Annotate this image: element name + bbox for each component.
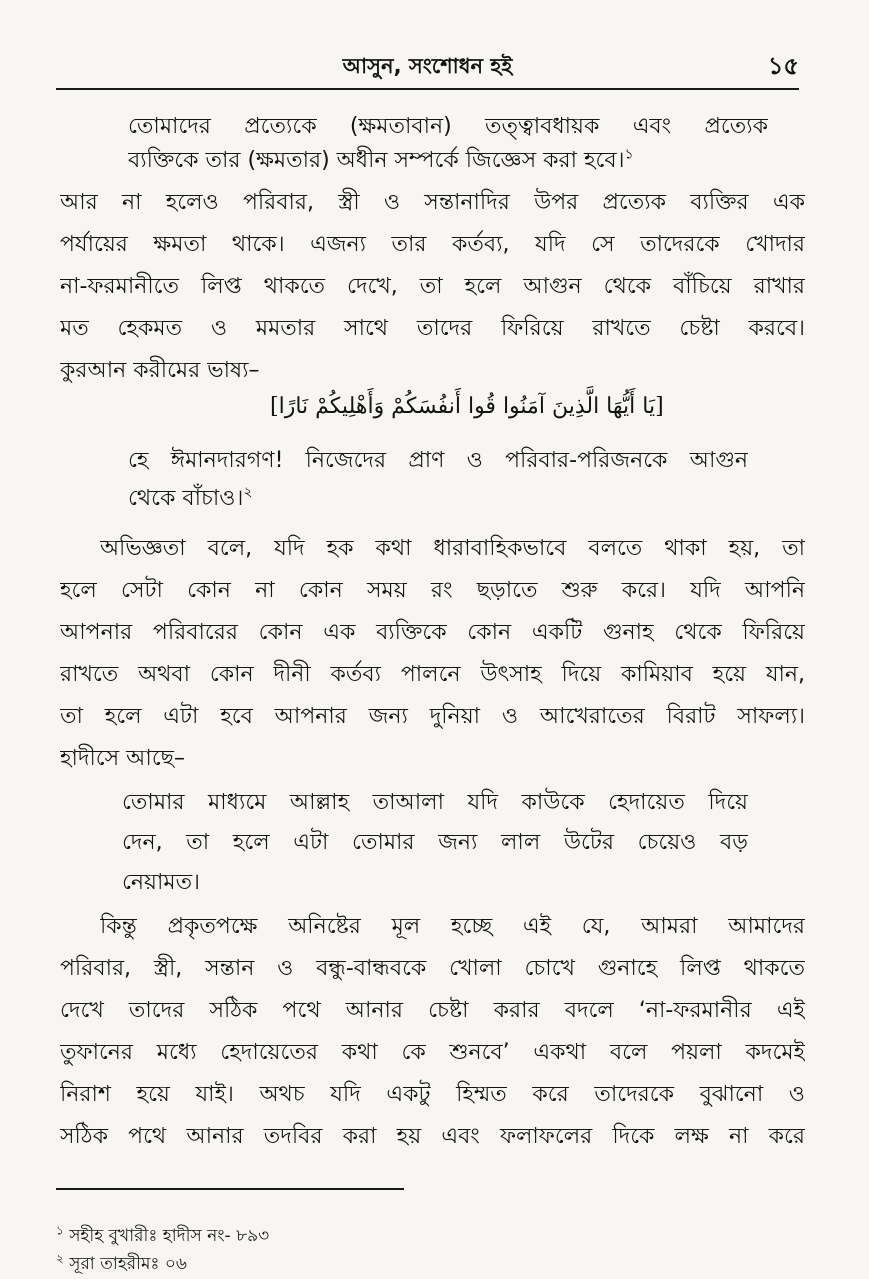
paragraph-line: সঠিক পথে আনার তদবির করা হয় এবং ফলাফলের দিকে লক্ষ না করে [60,1124,805,1149]
page-header [56,44,799,90]
paragraph-line: হলে সেটা কোন না কোন সময় রং ছড়াতে শুরু করে। যদি আপনি [60,578,805,603]
quote-line: হে ঈমানদারগণ! নিজেদের প্রাণ ও পরিবার-পরিজনকে আগুন [128,448,748,473]
footnote-divider [56,1188,404,1190]
paragraph-line: তুফানের মধ্যে হেদায়েতের কথা কে শুনবে’ একথা বলে পয়লা কদমেই [60,1040,805,1065]
paragraph-line: পর্যায়ের ক্ষমতা থাকে। এজন্য তার কর্তব্য, যদি সে তাদেরকে খোদার [60,232,805,257]
quote-line: তোমার মাধ্যমে আল্লাহ তাআলা যদি কাউকে হেদায়েত দিয়ে [122,790,748,815]
paragraph-line: নিরাশ হয়ে যাই। অথচ যদি একটু হিম্মত করে তাদেরকে বুঝানো ও [60,1082,805,1107]
paragraph-line: না-ফরমানীতে লিপ্ত থাকতে দেখে, তা হলে আগুন থেকে বাঁচিয়ে রাখার [60,274,805,299]
running-title: আসুন, সংশোধন হই [342,54,513,78]
footnote: $^২$ সূরা তাহরীমঃ ০৬ [56,1251,187,1274]
paragraph-line: তা হলে এটা হবে আপনার জন্য দুনিয়া ও আখেরাতের বিরাট সাফল্য। [60,704,805,729]
quote-line: তোমাদের প্রত্যেকে (ক্ষমতাবান) তত্ত্বাবধায়ক এবং প্রত্যেক [128,114,768,139]
paragraph-line: আর না হলেও পরিবার, স্ত্রী ও সন্তানাদির উপর প্রত্যেক ব্যক্তির এক [60,190,805,215]
quote-line: নেয়ামত। [122,870,200,895]
paragraph-line: পরিবার, স্ত্রী, সন্তান ও বন্ধু-বান্ধবকে খোলা চোখে গুনাহে লিপ্ত থাকতে [60,956,805,981]
paragraph-line: আপনার পরিবারের কোন এক ব্যক্তিকে কোন একটি গুনাহ থেকে ফিরিয়ে [60,620,805,645]
quote-line: দেন, তা হলে এটা তোমার জন্য লাল উটের চেয়েও বড় [122,830,748,855]
footnote-ref: ২ [243,484,253,501]
arabic-verse: [يَا أَيُّهَا الَّذِينَ آمَنُوا قُوا أَنفُسَكُمْ وَأَهْلِيكُمْ نَارًا] [270,394,664,419]
paragraph-line: রাখতে অথবা কোন দীনী কর্তব্য পালনে উৎসাহ দিয়ে কামিয়াব হয়ে যান, [60,662,805,687]
paragraph-line: কিন্তু প্রকৃতপক্ষে অনিষ্টের মূল হচ্ছে এই যে, আমরা আমাদের [100,914,805,939]
quote-line: ব্যক্তিকে তার (ক্ষমতার) অধীন সম্পর্কে জিজ্ঞেস করা হবে।$^১$ [128,146,634,173]
paragraph-line: কুরআন করীমের ভাষ্য– [60,358,260,383]
paragraph-line: হাদীসে আছে– [60,746,185,771]
paragraph-line: মত হেকমত ও মমতার সাথে তাদের ফিরিয়ে রাখতে চেষ্টা করবে। [60,316,805,341]
paragraph-line: দেখে তাদের সঠিক পথে আনার চেষ্টা করার বদলে ‘না-ফরমানীর এই [60,998,805,1023]
footnote-ref: ১ [624,146,634,163]
quote-line: থেকে বাঁচাও।$^২$ [128,484,253,511]
paragraph-line: অভিজ্ঞতা বলে, যদি হক কথা ধারাবাহিকভাবে বলতে থাকা হয়, তা [100,536,805,561]
footnote: $^১$ সহীহ বুখারীঃ হাদীস নং- ৮৯৩ [56,1223,270,1246]
page-number: ১৫ [767,52,799,80]
